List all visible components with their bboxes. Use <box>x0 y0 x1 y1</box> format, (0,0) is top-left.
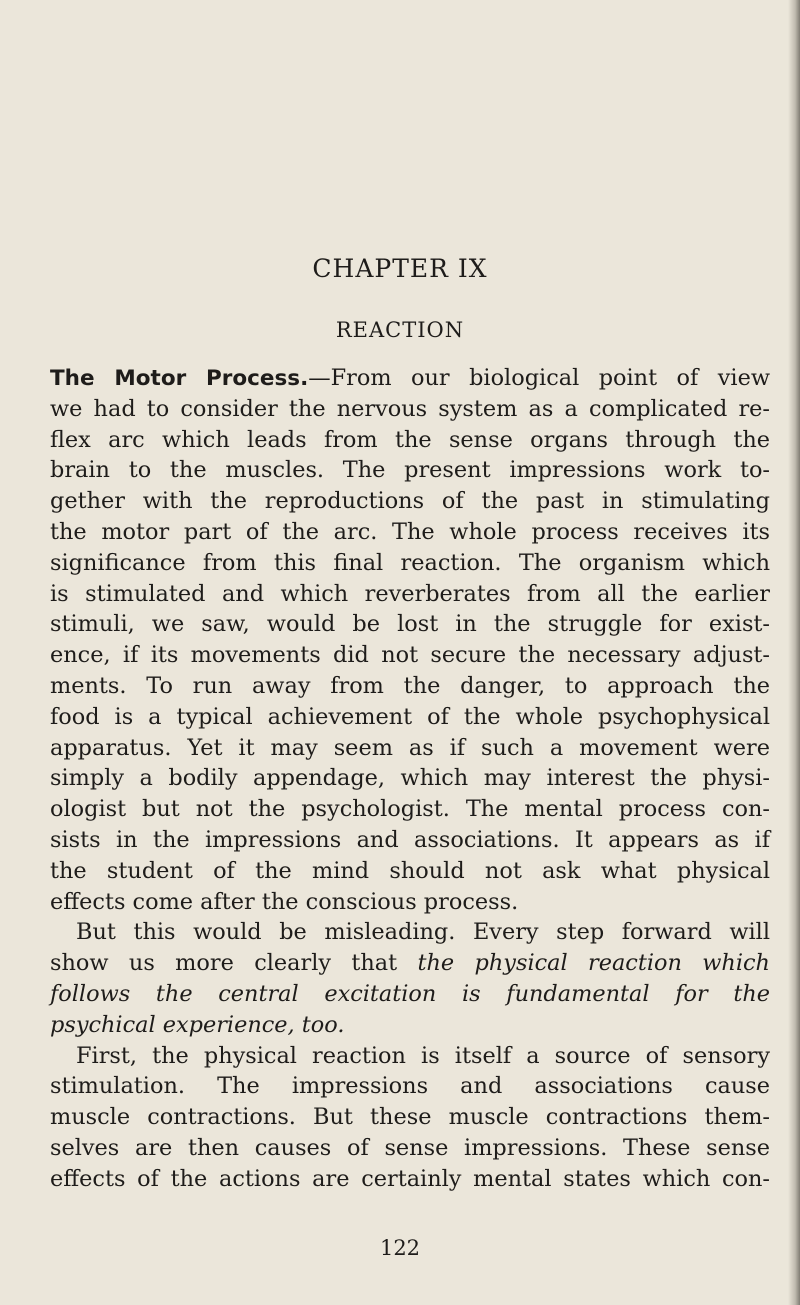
text-line: stimuli, we saw, would be lost in the struggle for exist- <box>50 611 770 638</box>
text-line: effects of the actions are certainly mental states which con- <box>50 1165 770 1192</box>
italic-emphasis: psychical experience, too. <box>50 1011 345 1038</box>
text-line: apparatus. Yet it may seem as if such a movement were <box>50 734 770 761</box>
text-line <box>50 1010 770 1041</box>
text-line: is stimulated and which reverberates from all the earlier <box>50 580 770 607</box>
text-line: simply a bodily appendage, which may interest the physi- <box>50 765 770 792</box>
page-edge-shadow <box>788 0 800 1305</box>
body-text <box>50 363 770 1195</box>
text-line: effects come after the conscious process. <box>50 888 519 915</box>
text-line: muscle contractions. But these muscle contractions them- <box>50 1104 770 1131</box>
text-line: The Motor Process.—From our biological point of view <box>50 365 770 391</box>
text-line: gether with the reproductions of the past in stimulating <box>50 488 770 515</box>
text-line: brain to the muscles. The present impressions work to- <box>50 457 770 484</box>
page-number: 122 <box>379 1236 421 1260</box>
text-line: ologist but not the psychologist. The mental process con- <box>50 796 770 823</box>
text-line: significance from this final reaction. The organism which <box>50 549 770 576</box>
text-line <box>50 979 770 1010</box>
text-line: sists in the impressions and associations. It appears as if <box>50 826 770 853</box>
text-line: selves are then causes of sense impressions. These sense <box>50 1134 770 1161</box>
text-line: we had to consider the nervous system as a complicated re- <box>50 395 770 422</box>
text-line: the student of the mind should not ask what physical <box>50 857 770 884</box>
italic-emphasis: follows the central excitation is fundamental for the <box>50 980 770 1007</box>
text-line: food is a typical achievement of the whole psychophysical <box>50 703 770 730</box>
text-line: ments. To run away from the danger, to approach the <box>50 672 770 699</box>
text-line: First, the physical reaction is itself a source of sensory <box>76 1042 770 1069</box>
text-line: ence, if its movements did not secure the necessary adjust- <box>50 642 770 669</box>
text-line: the motor part of the arc. The whole process receives its <box>50 518 770 545</box>
italic-emphasis: the physical reaction which <box>417 950 770 977</box>
text-line: flex arc which leads from the sense organs through the <box>50 426 770 453</box>
chapter-heading: CHAPTER IX <box>312 254 488 283</box>
text-line: stimulation. The impressions and associations cause <box>50 1073 770 1100</box>
text-line: But this would be misleading. Every step forward will <box>76 919 770 946</box>
paragraph-heading: The Motor Process. <box>50 366 309 391</box>
text-line: show us more clearly that the physical reaction which <box>50 950 770 977</box>
section-heading: REACTION <box>335 318 465 342</box>
